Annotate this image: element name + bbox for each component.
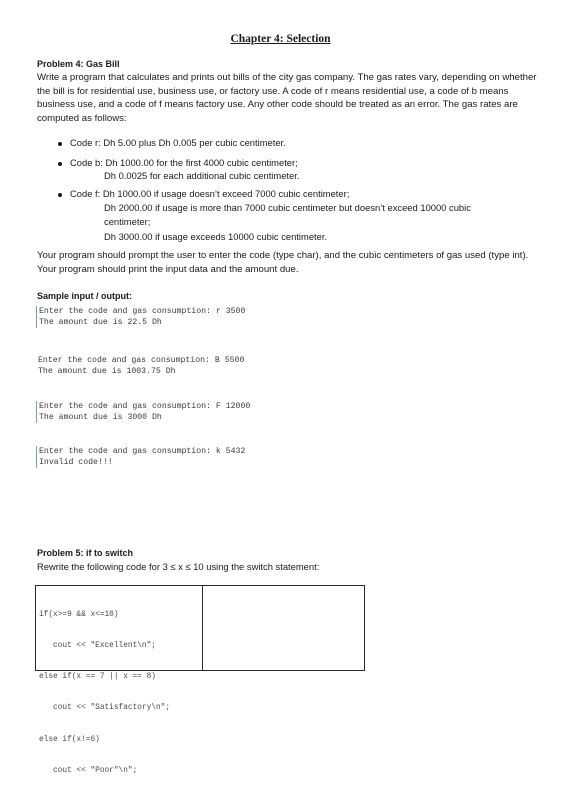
sample-output-block [36,401,250,423]
code-line: else if(x == 7 || x == 8) [39,673,156,682]
bullet-line: Code b: Dh 1000.00 for the first 4000 cubic centimeter; [70,157,298,168]
bullet-line: Code r: Dh 5.00 plus Dh 0.005 per cubic centimeter. [70,137,286,148]
sample-output-line: The amount due is 1003.75 Dh [38,367,176,376]
problem4-intro: Write a program that calculates and prints out bills of the city gas company. The gas rates vary, depending on whether the bill is for residential use, business use, or factory use. A code of r means residential use, a code of b means business use, and a code of f means factory use. Any other code should be treated as an error. The gas rates are computed as follows: [37,72,537,124]
chapter-title: Chapter 4: Selection [230,33,331,45]
table-divider [202,586,203,670]
bullet-line: centimeter; [104,216,151,227]
problem5-instruction: Rewrite the following code for 3 ≤ x ≤ 10 using the switch statement: [37,561,320,572]
sample-input-line: Enter the code and gas consumption: B 5500 [38,356,245,365]
bullet-dot [58,162,62,166]
bullet-line: Dh 2000.00 if usage is more than 7000 cubic centimeter but doesn’t exceed 10000 cubic [104,202,471,213]
sample-input-line: Enter the code and gas consumption: r 3500 [39,307,246,316]
sample-output-block [36,446,245,468]
sample-output-block [36,306,245,328]
sample-heading: Sample input / output: [37,291,132,301]
problem4-prompt-text: Your program should prompt the user to enter the code (type char), and the cubic centimeters of gas used (type int). Your program should print the input data and the amount due. [37,250,529,275]
sample-output-block [36,355,244,377]
sample-output-line: The amount due is 3000 Dh [39,413,162,422]
code-line: cout << "Satisfactory\n"; [39,704,171,713]
sample-output-line: The amount due is 22.5 Dh [39,318,162,327]
sample-output-line: Invalid code!!! [39,458,113,467]
code-line: else if(x!=6) [39,735,100,744]
bullet-line: Dh 0.0025 for each additional cubic centimeter. [104,170,300,181]
bullet-line: Code f: Dh 1000.00 if usage doesn’t exceed 7000 cubic centimeter; [70,188,350,199]
bullet-line: Dh 3000.00 if usage exceeds 10000 cubic centimeter. [104,231,328,242]
problem5-heading: Problem 5: if to switch [37,548,134,558]
code-table [35,585,365,775]
sample-input-line: Enter the code and gas consumption: k 5432 [39,447,246,456]
code-line: cout << "Excellent\n"; [39,642,156,651]
problem4-heading: Problem 4: Gas Bill [37,59,120,69]
code-line: cout << "Poor"\n"; [39,766,138,775]
code-line: if(x>=9 && x<=10) [39,610,119,619]
bullet-dot [58,142,62,146]
code-snippet [39,589,170,797]
bullet-dot [58,193,62,197]
sample-input-line: Enter the code and gas consumption: F 12000 [39,402,251,411]
